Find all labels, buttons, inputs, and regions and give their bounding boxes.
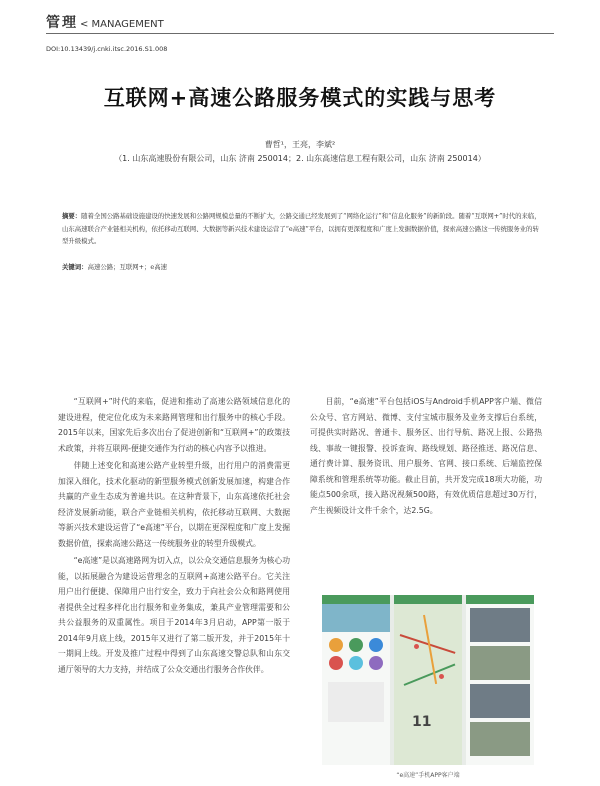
keywords-text: 高速公路；互联网+；e高速 [87,263,167,271]
keywords-label: 关键词： [62,263,88,271]
phone-screen-map [394,595,462,765]
body-paragraph: “互联网+”时代的来临，促进和推动了高速公路领域信息化的建设进程，使定位化成为未来路网管理和出行服务中的核心手段。2015年以来，国家先后多次出台了促进创新和“互联网+”的政策技术政策，并将互联网-便捷交通作为行动的核心内容予以推进。 [58,397,290,453]
figure-caption: “e高速”手机APP客户端 [396,772,460,779]
header-divider [46,33,554,34]
body-column-right [310,394,542,520]
section-label-en: < MANAGEMENT [80,19,164,30]
feature-icon [349,638,363,652]
banner-image [322,604,390,632]
camera-feed [470,684,530,718]
map-pin-icon [439,674,444,679]
body-paragraph: 伴随上述变化和高速公路产业转型升级，出行用户的消费需更加深入细化，技术化驱动的新型服务模式创新发展加速，构建合作共赢的产业生态成为普遍共识。在这种背景下，山东高速依托社会经济发展新动能，联合产业链相关机构，依托移动互联网、大数据等新兴技术建设运营了“e高速”平台，以期在更深程度和广度上发掘数据价值，探索高速公路这一传统服务业的转型升级模式。 [58,461,290,548]
abstract [62,210,542,248]
article-title: 互联网+高速公路服务模式的实践与思考 [103,86,497,110]
traffic-counter: 11 [412,714,432,730]
body-paragraph: 目前，“e高速”平台包括iOS与Android手机APP客户端、微信公众号、官方网站、微博、支付宝城市服务及业务支撑后台系统，可提供实时路况、普通卡、服务区、出行导航、路况上报、公路热线、事故一键报警、投诉查询、路线规划、路径推送、路况信息、通行费计算、服务资讯、用户服务、官网、接口系统、后端监控保障系统和管理系统等功能。截止目前，共开发完成18项大功能，功能点500余项，接入路况视频500路，有效优质信息超过30万行，产生视频设计文件千余个，达2.5G。 [310,397,542,515]
authors: 曹哲¹，王亮，李斌² [264,140,336,149]
status-bar [466,595,534,604]
phone-screen-home [322,595,390,765]
phone-screen-video [466,595,534,765]
status-bar [322,595,390,604]
doi-line: DOI:10.13439/j.cnki.itsc.2016.S1.008 [46,45,168,53]
status-bar [394,595,462,604]
camera-feed [470,722,530,756]
news-list [328,682,384,722]
app-screenshot-figure [322,595,534,765]
feature-icon [369,656,383,670]
abstract-text: 随着全国公路基础设施建设的快速发展和公路网规模总量的不断扩大，公路交通已经发展到了“网络化运行”和“信息化服务”的新阶段。随着“互联网+”时代的来临，山东高速联合产业链相关机构，依托移动互联网、大数据等新兴技术建设运营了“e高速”平台，以拥有更深程度和广度上发掘数据价值，探索高速公路这一传统服务业的转型升级模式。 [62,212,541,245]
camera-feed [470,608,530,642]
road-map [394,604,462,765]
affiliation: （1. 山东高速股份有限公司，山东 济南 250014；2. 山东高速信息工程有限公司，山东 济南 250014） [114,154,486,163]
feature-icon [349,656,363,670]
feature-icon [369,638,383,652]
camera-feed [470,646,530,680]
feature-icon [329,638,343,652]
map-pin-icon [414,644,419,649]
section-label-cn: 管理 [46,15,78,31]
abstract-label: 摘要： [62,212,82,220]
feature-icon-grid [322,632,390,676]
keywords [62,262,542,271]
section-header [46,12,164,32]
feature-icon [329,656,343,670]
body-column-left [58,394,290,679]
body-paragraph: “e高速”是以高速路网为切入点，以公众交通信息服务为核心功能，以拓展融合为建设运营理念的互联网+高速公路平台。它关注用户出行便捷、保障用户出行安全，致力于向社会公众和路网使用者提供全过程多样化出行服务和业务集成，兼具产业管理需要和公共公益服务的双重属性。项目于2014年3月启动，APP第一版于2014年9月底上线，2015年又进行了第二版开发，并于2015年十一期间上线。开发及推广过程中得到了山东高速交警总队和山东交通厅领导的大力支持，并结成了公众交通出行服务合作伙伴。 [58,556,290,674]
road-line [404,663,456,685]
